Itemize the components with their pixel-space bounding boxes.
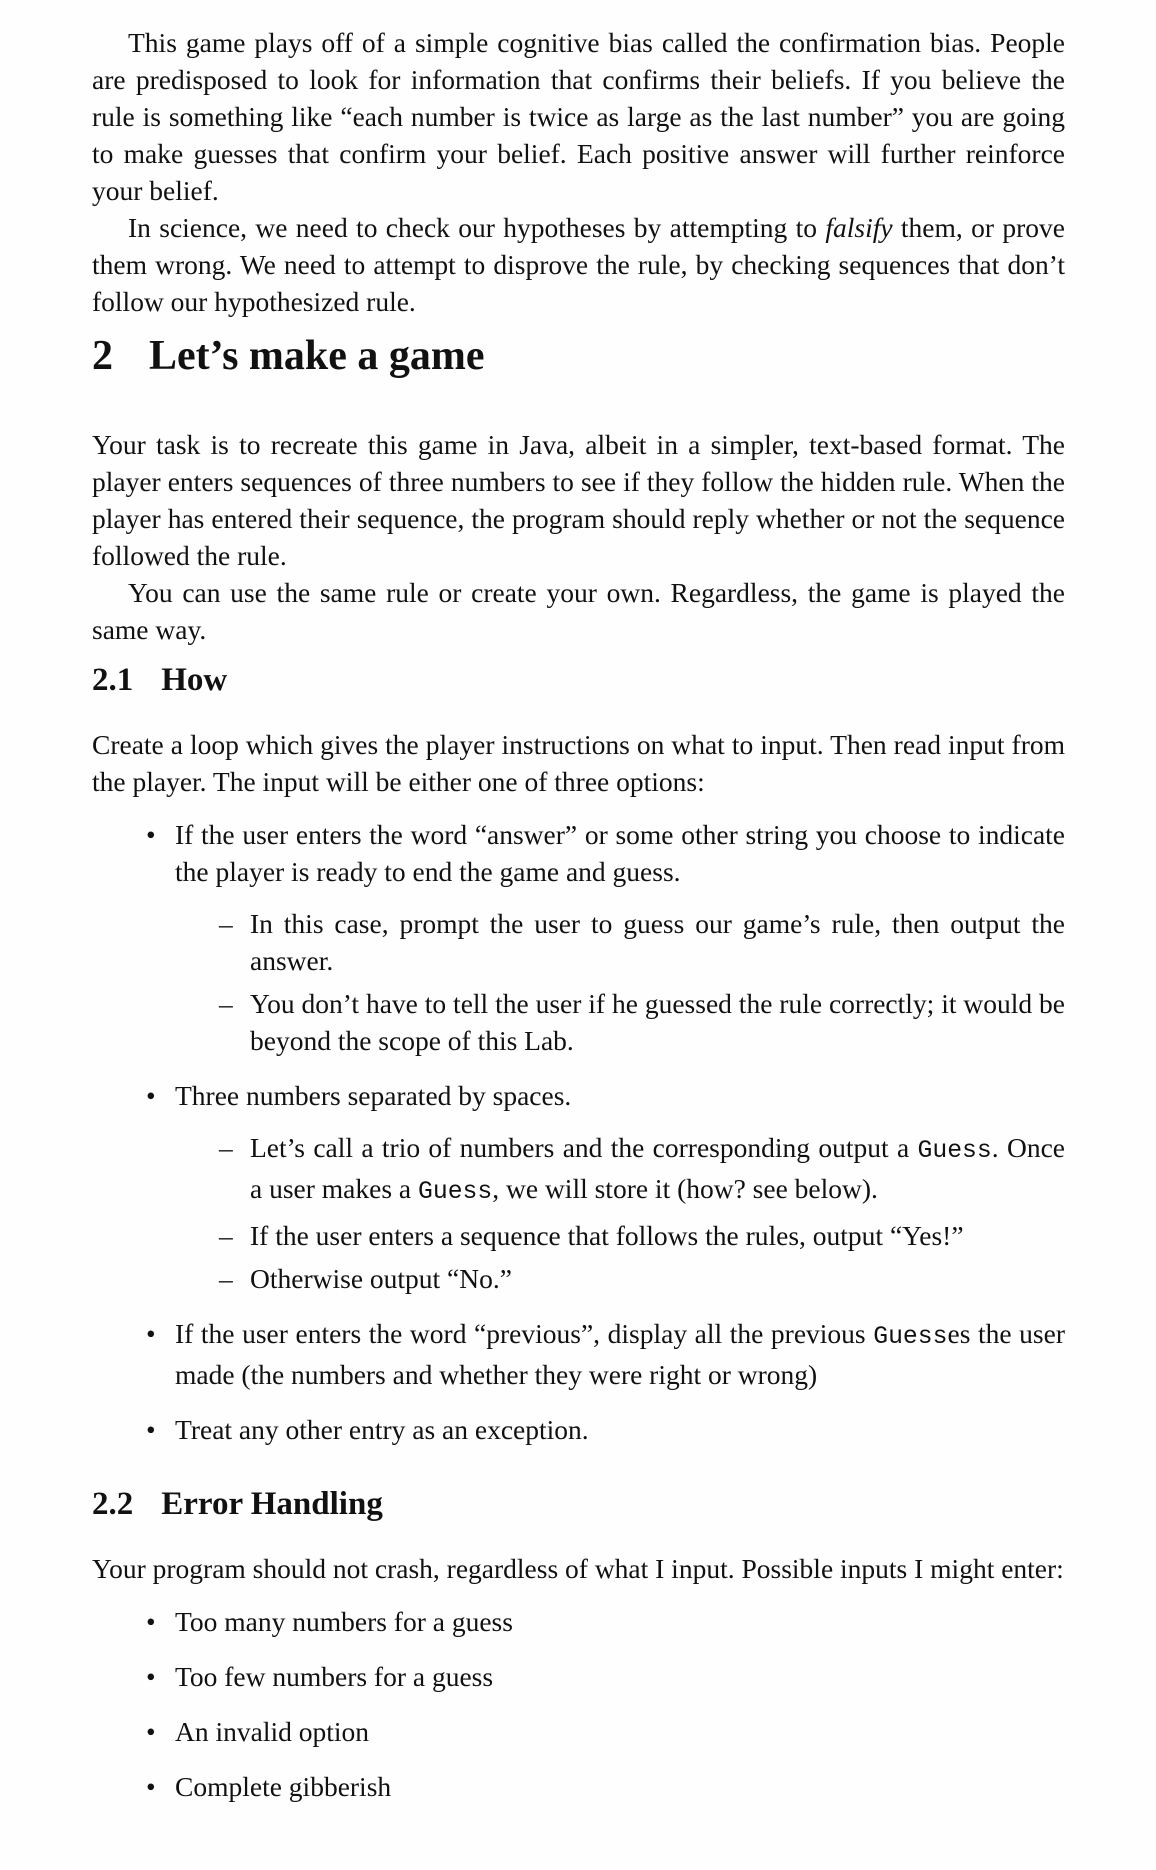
list-item-three-numbers [92,1077,1065,1297]
paragraph-your-task: Your task is to recreate this game in Java, albeit in a simpler, text-based format. The player enters sequences of three numbers to see if they follow the hidden rule. When the player has entered their sequence, the program should reply whether or not the sequence followed the rule. [92,429,1065,571]
guess-code: Guess [917,1137,992,1165]
section-number: 2 [92,333,113,379]
paragraph-create-loop: Create a loop which gives the player instructions on what to input. Then read input from the player. The input will be either one of three options: [92,729,1065,797]
dash-marker: – [219,908,233,939]
list-item-answer [92,816,1065,1059]
list-item-previous [92,1315,1065,1393]
guess-definition-text-2: . Once a user makes a [250,1132,1065,1204]
list-item-gibberish-text: Complete gibberish [175,1771,392,1802]
bullet-marker: • [146,1080,156,1111]
list-item-output-no-text: Otherwise output “No.” [250,1263,512,1294]
section-heading-lets-make-a-game [92,332,1065,380]
dash-marker: – [219,1132,233,1163]
list-item-too-many [92,1603,1065,1640]
list-item-gibberish [92,1768,1065,1805]
guess-definition-text-1: Let’s call a trio of numbers and the corresponding output a [250,1132,918,1163]
list-item-invalid-option [92,1713,1065,1750]
list-item-too-few-text: Too few numbers for a guess [175,1661,494,1692]
list-item-no-tell [175,985,1065,1059]
list-item-too-few [92,1658,1065,1695]
list-item-previous-text-2: es the user made (the numbers and whether they were right or wrong) [175,1318,1065,1390]
answer-sublist [175,905,1065,1059]
bullet-marker: • [146,1771,156,1802]
list-item-no-tell-text: You don’t have to tell the user if he guessed the rule correctly; it would be beyond the scope of this Lab. [250,988,1065,1056]
list-item-answer-text: If the user enters the word “answer” or some other string you choose to indicate the player is ready to end the game and guess. [175,819,1065,887]
subsection-heading-how [92,660,1065,700]
guess-definition-text-3: , we will store it (how? see below). [492,1173,878,1204]
dash-marker: – [219,1220,233,1251]
list-item-too-many-text: Too many numbers for a guess [175,1606,513,1637]
dash-marker: – [219,1263,233,1294]
list-item-exception [92,1411,1065,1448]
list-item-output-no [175,1260,1065,1297]
list-item-exception-text: Treat any other entry as an exception. [175,1414,589,1445]
bullet-marker: • [146,1414,156,1445]
guess-code: Guess [417,1178,493,1206]
section-title: Let’s make a game [149,333,485,379]
list-item-guess-definition [175,1129,1065,1211]
list-item-output-yes [175,1217,1065,1254]
error-inputs-list [92,1603,1065,1805]
list-item-three-numbers-text: Three numbers separated by spaces. [175,1080,572,1111]
subsection-number: 2.2 [92,1486,134,1522]
subsection-number: 2.1 [92,662,134,698]
paragraph-falsify-text-1: In science, we need to check our hypotheses by attempting to [128,212,826,243]
guess-code: Guess [873,1323,948,1351]
list-item-previous-text-1: If the user enters the word “previous”, display all the previous [175,1318,874,1349]
paragraph-same-rule: You can use the same rule or create your own. Regardless, the game is played the same way. [92,577,1065,645]
subsection-heading-error-handling [92,1484,1065,1524]
paragraph-falsify [92,209,1065,320]
bullet-marker: • [146,1606,156,1637]
list-item-prompt-rule-text: In this case, prompt the user to guess our game’s rule, then output the answer. [250,908,1065,976]
paragraph-falsify-text-2: them, or prove them wrong. We need to attempt to disprove the rule, by checking sequences that don’t follow our hypothesized rule. [92,212,1065,317]
bullet-marker: • [146,1716,156,1747]
options-list [92,816,1065,1448]
bullet-marker: • [146,819,156,850]
three-numbers-sublist [175,1129,1065,1297]
list-item-invalid-option-text: An invalid option [175,1716,370,1747]
bullet-marker: • [146,1318,156,1349]
list-item-prompt-rule [175,905,1065,979]
paragraph-should-not-crash: Your program should not crash, regardless of what I input. Possible inputs I might enter: [92,1553,1064,1584]
subsection-title: Error Handling [161,1486,383,1522]
paragraph-confirmation-bias: This game plays off of a simple cognitive bias called the confirmation bias. People are predisposed to look for information that confirms their beliefs. If you believe the rule is something like “each number is twice as large as the last number” you are going to make guesses that confirm your belief. Each positive answer will further reinforce your belief. [92,27,1065,206]
dash-marker: – [219,988,233,1019]
falsify-emphasis: falsify [825,212,893,243]
bullet-marker: • [146,1661,156,1692]
list-item-output-yes-text: If the user enters a sequence that follows the rules, output “Yes!” [250,1220,964,1251]
subsection-title: How [161,662,228,698]
